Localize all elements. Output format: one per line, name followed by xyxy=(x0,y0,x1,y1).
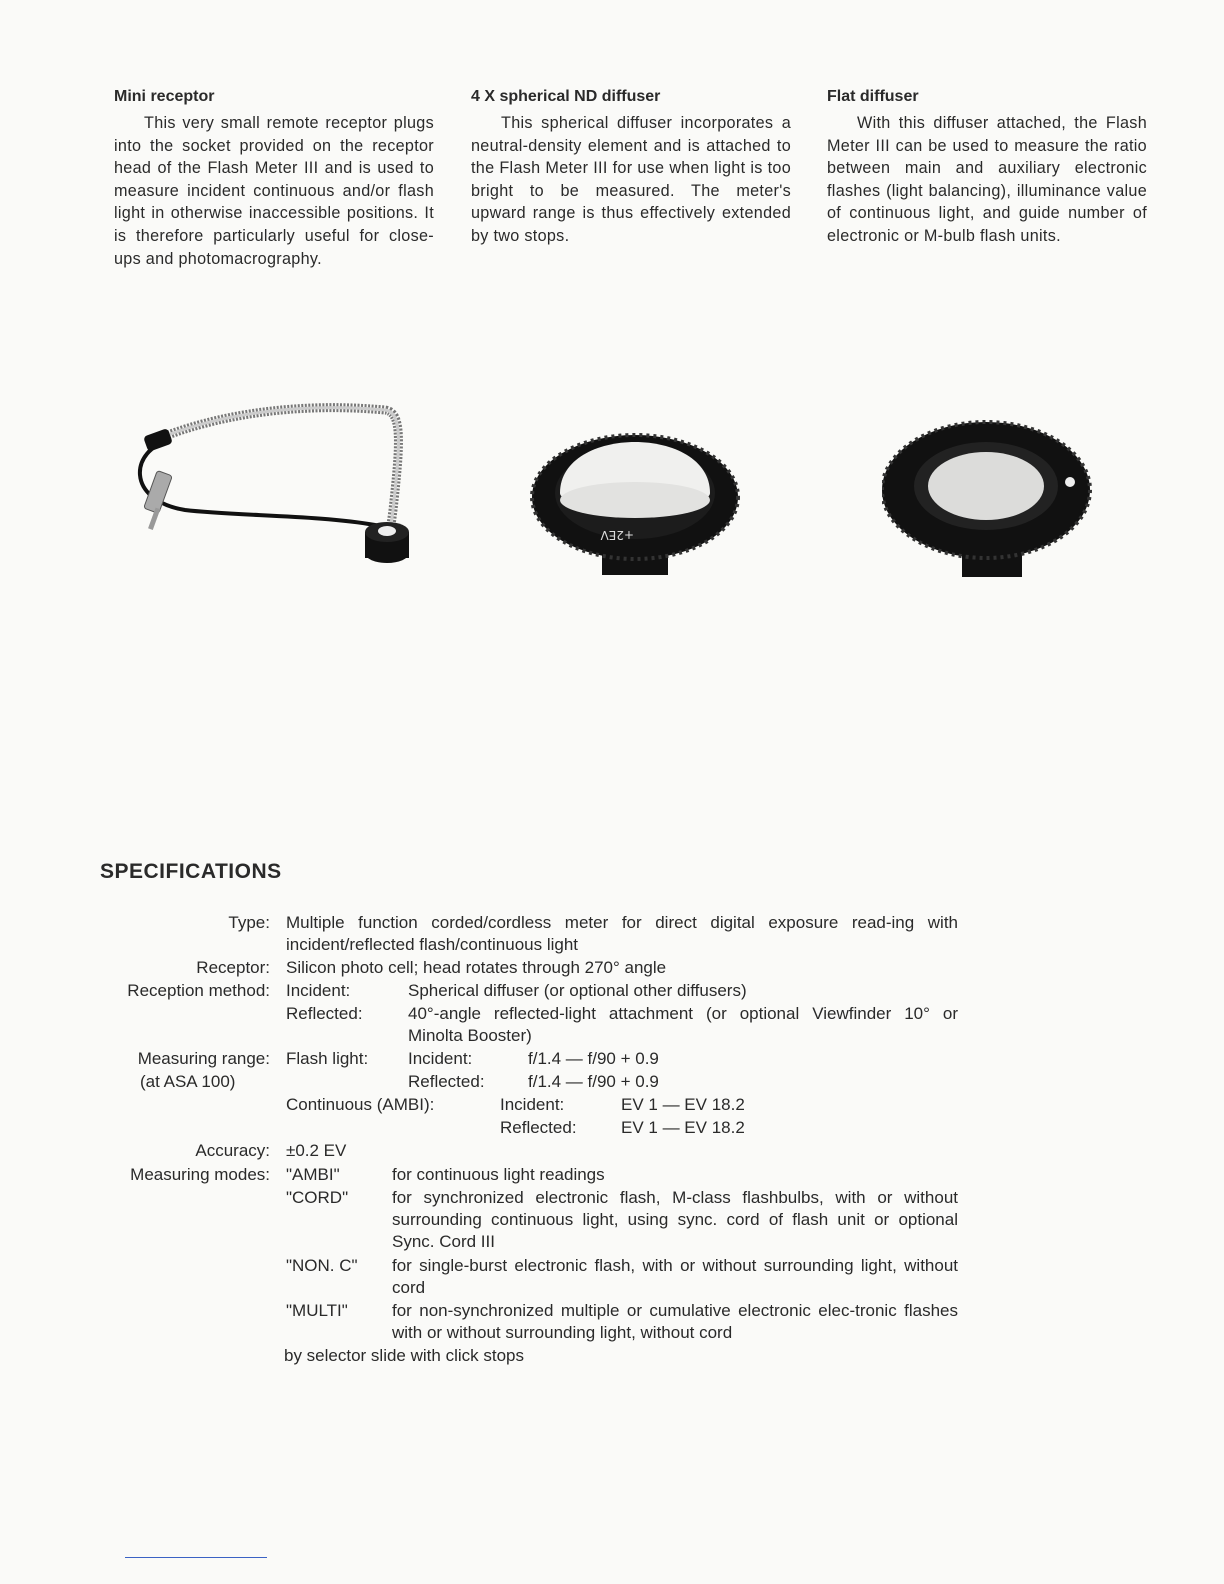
mini-receptor-photo xyxy=(125,390,425,580)
mode-key-non-c: "NON. C" xyxy=(286,1256,358,1275)
spec-value-receptor: Silicon photo cell; head rotates through 270° angle xyxy=(286,958,667,977)
mode-key-ambi: "AMBI" xyxy=(286,1165,340,1184)
spec-value-type: Multiple function corded/cordless meter for direct digital exposure read-ing with incident/reflected flash/continuous light xyxy=(286,913,958,954)
reception-reflected-value: 40°-angle reflected-light attachment (or optional Viewfinder 10° or Minolta Booster) xyxy=(408,1004,958,1045)
spec-label-reception: Reception method: xyxy=(127,981,270,1000)
spec-value-accuracy: ±0.2 EV xyxy=(286,1141,347,1160)
continuous-incident-key: Incident: xyxy=(500,1095,565,1114)
spec-label-accuracy: Accuracy: xyxy=(195,1141,270,1160)
specifications-title: SPECIFICATIONS xyxy=(100,860,282,883)
spec-label-modes: Measuring modes: xyxy=(130,1165,270,1184)
mode-value-multi: for non-synchronized multiple or cumulative electronic elec-tronic flashes with or without surrounding light, without cord xyxy=(392,1301,958,1342)
flash-incident-key: Incident: xyxy=(408,1049,473,1068)
flat-diffuser-photo xyxy=(882,420,1092,580)
reception-incident-key: Incident: xyxy=(286,981,351,1000)
reception-incident-value: Spherical diffuser (or optional other diffusers) xyxy=(408,981,747,1000)
flat-diffuser-section xyxy=(827,88,1147,248)
spec-label-range: Measuring range: xyxy=(137,1049,270,1068)
nd-diffuser-section xyxy=(471,88,791,248)
reception-reflected-key: Reflected: xyxy=(286,1004,363,1023)
continuous-incident-value: EV 1 — EV 18.2 xyxy=(621,1095,745,1114)
continuous-reflected-key: Reflected: xyxy=(500,1118,577,1137)
modes-selector-note: by selector slide with click stops xyxy=(284,1346,524,1365)
spec-label-receptor: Receptor: xyxy=(196,958,270,977)
footer-rule xyxy=(125,1557,267,1558)
spec-label-type: Type: xyxy=(228,913,270,932)
section-body: This spherical diffuser incorporates a neutral-density element and is attached to the Flash Meter III for use when light is too bright to be measured. The meter's upward range is thus effectively extended by two stops. xyxy=(471,114,791,245)
mode-value-ambi: for continuous light readings xyxy=(392,1165,605,1184)
ev-marking: +2EV xyxy=(600,528,634,542)
section-title: 4 X spherical ND diffuser xyxy=(471,88,661,105)
continuous-reflected-value: EV 1 — EV 18.2 xyxy=(621,1118,745,1137)
flash-light-key: Flash light: xyxy=(286,1049,369,1068)
section-body: With this diffuser attached, the Flash Meter III can be used to measure the ratio between main and auxiliary electronic flashes (light balancing), illuminance value of continuous light, and guide number of electronic or M-bulb flash units. xyxy=(827,114,1147,245)
mode-value-non-c: for single-burst electronic flash, with or without surrounding light, without cord xyxy=(392,1256,958,1297)
flash-incident-value: f/1.4 — f/90 + 0.9 xyxy=(528,1049,659,1068)
flash-reflected-key: Reflected: xyxy=(408,1072,485,1091)
section-body: This very small remote receptor plugs into the socket provided on the receptor head of the Flash Meter III and is used to measure incident continuous and/or flash light in otherwise inaccessible positions. It is therefore particularly useful for close-ups and photomacrography. xyxy=(114,114,434,268)
mode-value-cord: for synchronized electronic flash, M-class flashbulbs, with or without surrounding continuous light, using sync. cord of flash unit or optional Sync. Cord III xyxy=(392,1188,958,1251)
section-title: Mini receptor xyxy=(114,88,215,105)
mode-key-multi: "MULTI" xyxy=(286,1301,348,1320)
mini-receptor-section xyxy=(114,88,434,270)
mode-key-cord: "CORD" xyxy=(286,1188,349,1207)
flash-reflected-value: f/1.4 — f/90 + 0.9 xyxy=(528,1072,659,1091)
nd-diffuser-photo xyxy=(530,405,740,580)
section-title: Flat diffuser xyxy=(827,88,919,105)
continuous-key: Continuous (AMBI): xyxy=(286,1095,435,1114)
spec-label-range-sub: (at ASA 100) xyxy=(140,1072,236,1091)
